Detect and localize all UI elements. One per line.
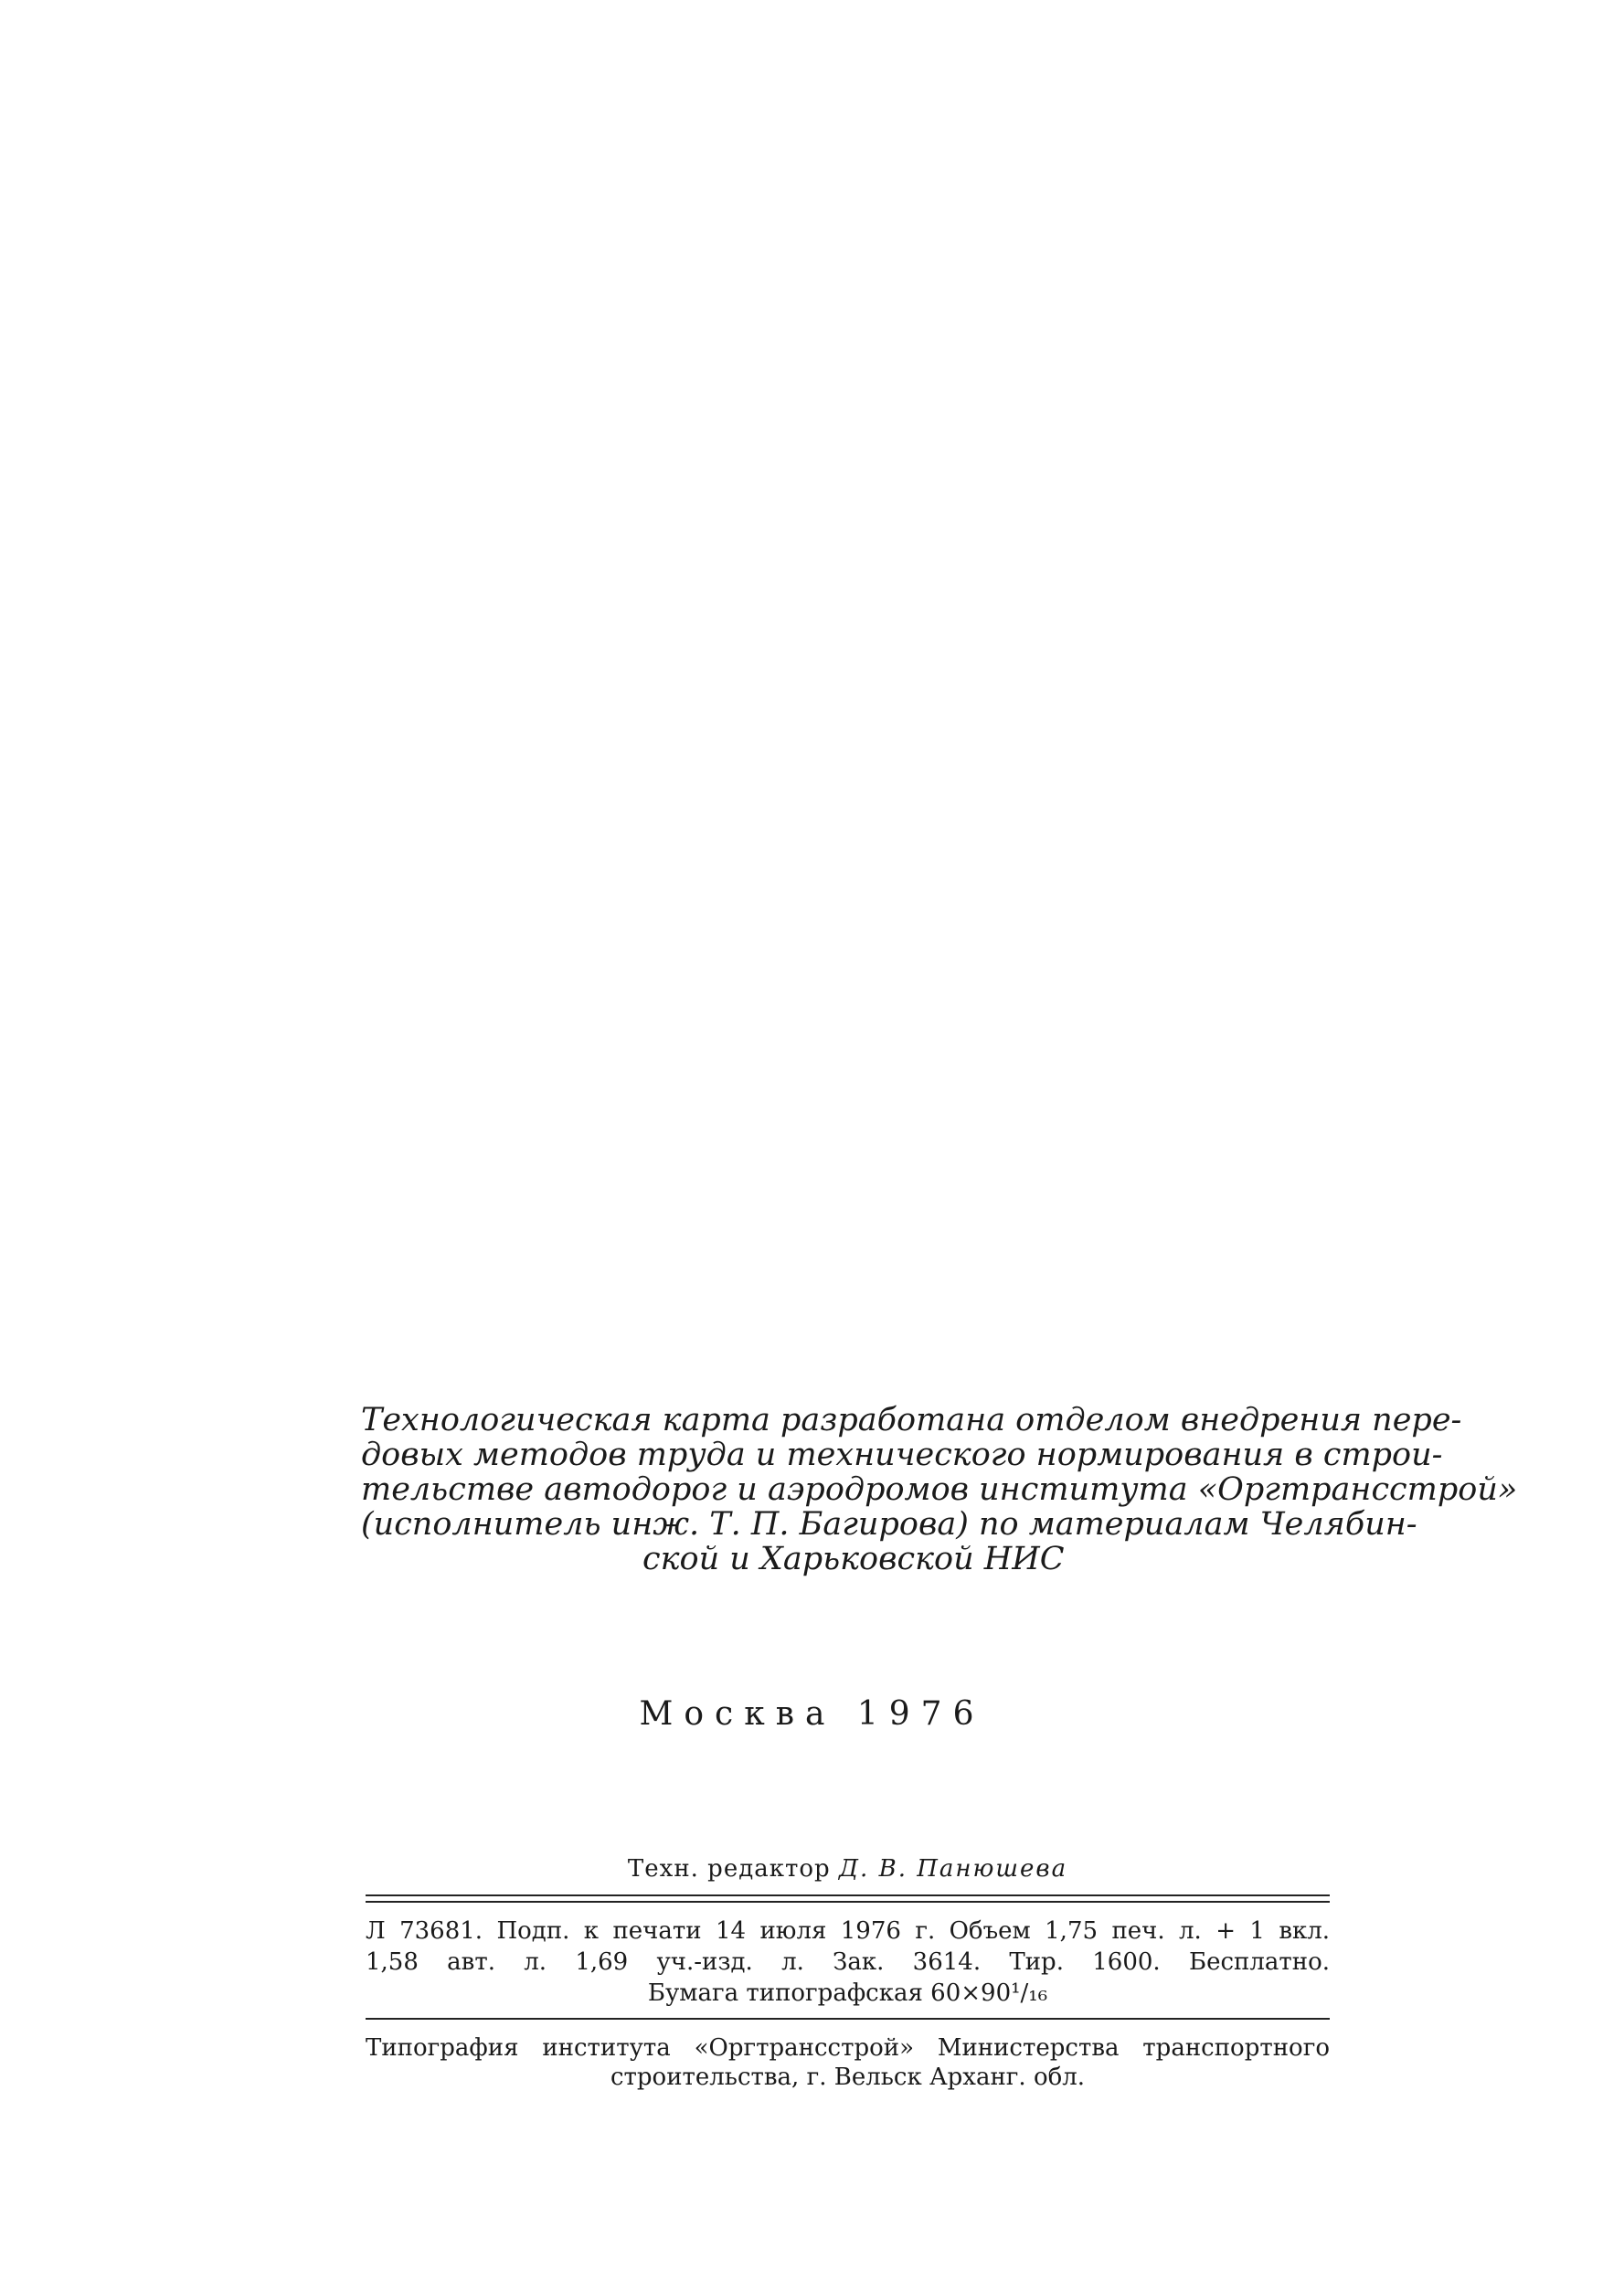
- printer-line-1: Типография института «Оргтрансстрой» Министерства транспортного: [366, 2034, 1330, 2062]
- imprint-block: [366, 1852, 1330, 2091]
- city-year: Москва 1976: [639, 1695, 985, 1733]
- abstract-line-3: тельстве автодорог и аэродромов института «Оргтрансстрой»: [361, 1471, 1518, 1508]
- abstract-line-1: Технологическая карта разработана отделом внедрения пере-: [361, 1402, 1462, 1438]
- editor-name: Д. В. Панюшева: [838, 1855, 1068, 1883]
- paper-format: Бумага типографская 60×90¹/₁₆: [647, 1979, 1048, 2007]
- printer-details: [366, 2032, 1330, 2091]
- publication-line-1: Л 73681. Подп. к печати 14 июля 1976 г. Объем 1,75 печ. л. + 1 вкл.: [366, 1917, 1330, 1945]
- abstract-line-4: (исполнитель инж. Т. П. Багирова) по материалам Челябин-: [361, 1506, 1417, 1543]
- editor-line: [366, 1852, 1330, 1885]
- single-rule-divider: [366, 2018, 1330, 2020]
- double-rule-divider: [366, 1894, 1330, 1903]
- publication-line-2: 1,58 авт. л. 1,69 уч.-изд. л. Зак. 3614. Тир. 1600. Бесплатно.: [366, 1948, 1330, 1976]
- abstract-line-5: ской и Харьковской НИС: [642, 1541, 1065, 1577]
- publication-details: [366, 1915, 1330, 2009]
- editor-label: Техн. редактор: [627, 1855, 831, 1883]
- abstract-paragraph: [361, 1402, 1518, 1577]
- abstract-line-2: довых методов труда и технического нормирования в строи-: [361, 1437, 1443, 1473]
- printer-line-2: строительства, г. Вельск Арханг. обл.: [610, 2064, 1086, 2091]
